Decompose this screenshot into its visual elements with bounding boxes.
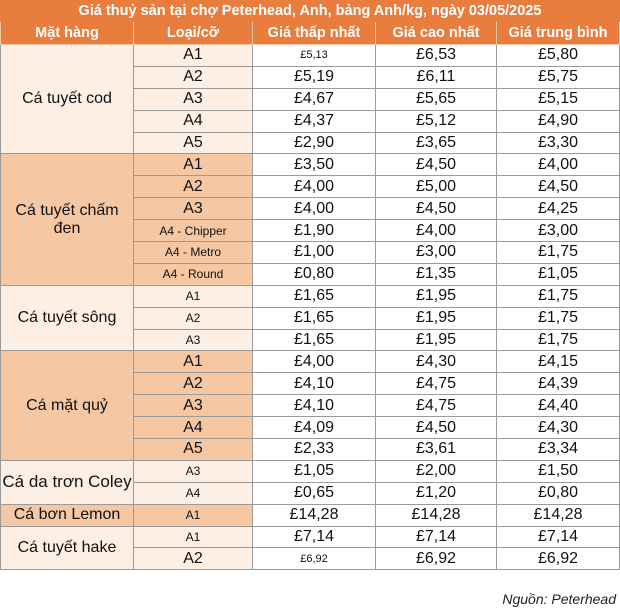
avg-price-cell: £4,30 bbox=[497, 417, 620, 439]
low-price-cell: £2,33 bbox=[253, 439, 376, 461]
low-price-cell: £1,65 bbox=[253, 329, 376, 351]
high-price-cell: £6,11 bbox=[376, 66, 497, 88]
grade-cell: A2 bbox=[134, 373, 253, 395]
low-price-cell: £2,90 bbox=[253, 132, 376, 154]
high-price-cell: £4,75 bbox=[376, 395, 497, 417]
table-row bbox=[1, 285, 620, 307]
high-price-cell: £5,00 bbox=[376, 176, 497, 198]
grade-cell: A3 bbox=[134, 460, 253, 482]
avg-price-cell: £6,92 bbox=[497, 548, 620, 570]
product-name-cell: Cá tuyết chấm đen bbox=[1, 154, 134, 285]
source-note: Nguồn: Peterhead bbox=[502, 591, 616, 607]
high-price-cell: £4,30 bbox=[376, 351, 497, 373]
avg-price-cell: £3,00 bbox=[497, 220, 620, 242]
grade-cell: A4 bbox=[134, 110, 253, 132]
avg-price-cell: £14,28 bbox=[497, 504, 620, 526]
grade-cell: A4 - Metro bbox=[134, 242, 253, 264]
product-name-cell: Cá da trơn Coley bbox=[1, 460, 134, 504]
product-name-cell: Cá tuyết cod bbox=[1, 45, 134, 154]
low-price-cell: £4,00 bbox=[253, 176, 376, 198]
avg-price-cell: £4,90 bbox=[497, 110, 620, 132]
low-price-cell: £0,80 bbox=[253, 263, 376, 285]
low-price-cell: £4,67 bbox=[253, 88, 376, 110]
product-name-cell: Cá tuyết hake bbox=[1, 526, 134, 570]
avg-price-cell: £4,15 bbox=[497, 351, 620, 373]
low-price-cell: £0,65 bbox=[253, 482, 376, 504]
avg-price-cell: £4,25 bbox=[497, 198, 620, 220]
table-title: Giá thuỷ sản tại chợ Peterhead, Anh, bảng Anh/kg, ngày 03/05/2025 bbox=[1, 1, 620, 22]
avg-price-cell: £4,50 bbox=[497, 176, 620, 198]
header-grade: Loại/cỡ bbox=[134, 22, 253, 45]
table-row bbox=[1, 154, 620, 176]
low-price-cell: £6,92 bbox=[253, 548, 376, 570]
low-price-cell: £4,10 bbox=[253, 373, 376, 395]
avg-price-cell: £1,75 bbox=[497, 307, 620, 329]
header-item: Mặt hàng bbox=[1, 22, 134, 45]
product-name-cell: Cá mặt quỷ bbox=[1, 351, 134, 460]
low-price-cell: £1,90 bbox=[253, 220, 376, 242]
product-name-cell: Cá tuyết sông bbox=[1, 285, 134, 351]
avg-price-cell: £5,80 bbox=[497, 45, 620, 67]
table-row bbox=[1, 504, 620, 526]
avg-price-cell: £4,00 bbox=[497, 154, 620, 176]
low-price-cell: £7,14 bbox=[253, 526, 376, 548]
high-price-cell: £6,92 bbox=[376, 548, 497, 570]
high-price-cell: £7,14 bbox=[376, 526, 497, 548]
grade-cell: A1 bbox=[134, 526, 253, 548]
avg-price-cell: £1,75 bbox=[497, 329, 620, 351]
avg-price-cell: £0,80 bbox=[497, 482, 620, 504]
high-price-cell: £3,00 bbox=[376, 242, 497, 264]
header-low: Giá thấp nhất bbox=[253, 22, 376, 45]
low-price-cell: £4,00 bbox=[253, 198, 376, 220]
low-price-cell: £5,13 bbox=[253, 45, 376, 67]
low-price-cell: £14,28 bbox=[253, 504, 376, 526]
high-price-cell: £4,00 bbox=[376, 220, 497, 242]
low-price-cell: £1,65 bbox=[253, 285, 376, 307]
grade-cell: A2 bbox=[134, 176, 253, 198]
high-price-cell: £14,28 bbox=[376, 504, 497, 526]
high-price-cell: £3,61 bbox=[376, 439, 497, 461]
grade-cell: A1 bbox=[134, 504, 253, 526]
grade-cell: A1 bbox=[134, 45, 253, 67]
grade-cell: A2 bbox=[134, 66, 253, 88]
high-price-cell: £6,53 bbox=[376, 45, 497, 67]
high-price-cell: £5,12 bbox=[376, 110, 497, 132]
table-row bbox=[1, 351, 620, 373]
low-price-cell: £1,65 bbox=[253, 307, 376, 329]
grade-cell: A4 bbox=[134, 417, 253, 439]
high-price-cell: £3,65 bbox=[376, 132, 497, 154]
grade-cell: A1 bbox=[134, 285, 253, 307]
avg-price-cell: £1,75 bbox=[497, 242, 620, 264]
grade-cell: A1 bbox=[134, 351, 253, 373]
high-price-cell: £4,50 bbox=[376, 198, 497, 220]
low-price-cell: £4,09 bbox=[253, 417, 376, 439]
high-price-cell: £4,75 bbox=[376, 373, 497, 395]
grade-cell: A3 bbox=[134, 329, 253, 351]
high-price-cell: £5,65 bbox=[376, 88, 497, 110]
grade-cell: A5 bbox=[134, 132, 253, 154]
low-price-cell: £1,05 bbox=[253, 460, 376, 482]
grade-cell: A1 bbox=[134, 154, 253, 176]
avg-price-cell: £3,30 bbox=[497, 132, 620, 154]
avg-price-cell: £4,40 bbox=[497, 395, 620, 417]
avg-price-cell: £5,15 bbox=[497, 88, 620, 110]
low-price-cell: £1,00 bbox=[253, 242, 376, 264]
header-avg: Giá trung bình bbox=[497, 22, 620, 45]
low-price-cell: £4,10 bbox=[253, 395, 376, 417]
high-price-cell: £1,95 bbox=[376, 307, 497, 329]
grade-cell: A4 - Round bbox=[134, 263, 253, 285]
grade-cell: A3 bbox=[134, 198, 253, 220]
high-price-cell: £1,95 bbox=[376, 329, 497, 351]
low-price-cell: £4,37 bbox=[253, 110, 376, 132]
avg-price-cell: £4,39 bbox=[497, 373, 620, 395]
avg-price-cell: £7,14 bbox=[497, 526, 620, 548]
high-price-cell: £4,50 bbox=[376, 154, 497, 176]
header-row bbox=[1, 22, 620, 45]
table-row bbox=[1, 460, 620, 482]
avg-price-cell: £1,05 bbox=[497, 263, 620, 285]
low-price-cell: £5,19 bbox=[253, 66, 376, 88]
high-price-cell: £1,95 bbox=[376, 285, 497, 307]
table-body bbox=[1, 45, 620, 570]
avg-price-cell: £1,75 bbox=[497, 285, 620, 307]
grade-cell: A5 bbox=[134, 439, 253, 461]
grade-cell: A3 bbox=[134, 395, 253, 417]
low-price-cell: £3,50 bbox=[253, 154, 376, 176]
high-price-cell: £4,50 bbox=[376, 417, 497, 439]
header-high: Giá cao nhất bbox=[376, 22, 497, 45]
table-row bbox=[1, 45, 620, 67]
high-price-cell: £1,35 bbox=[376, 263, 497, 285]
avg-price-cell: £5,75 bbox=[497, 66, 620, 88]
low-price-cell: £4,00 bbox=[253, 351, 376, 373]
grade-cell: A2 bbox=[134, 548, 253, 570]
grade-cell: A4 - Chipper bbox=[134, 220, 253, 242]
high-price-cell: £1,20 bbox=[376, 482, 497, 504]
grade-cell: A4 bbox=[134, 482, 253, 504]
grade-cell: A3 bbox=[134, 88, 253, 110]
product-name-cell: Cá bơn Lemon bbox=[1, 504, 134, 526]
table-row bbox=[1, 526, 620, 548]
grade-cell: A2 bbox=[134, 307, 253, 329]
high-price-cell: £2,00 bbox=[376, 460, 497, 482]
avg-price-cell: £1,50 bbox=[497, 460, 620, 482]
avg-price-cell: £3,34 bbox=[497, 439, 620, 461]
